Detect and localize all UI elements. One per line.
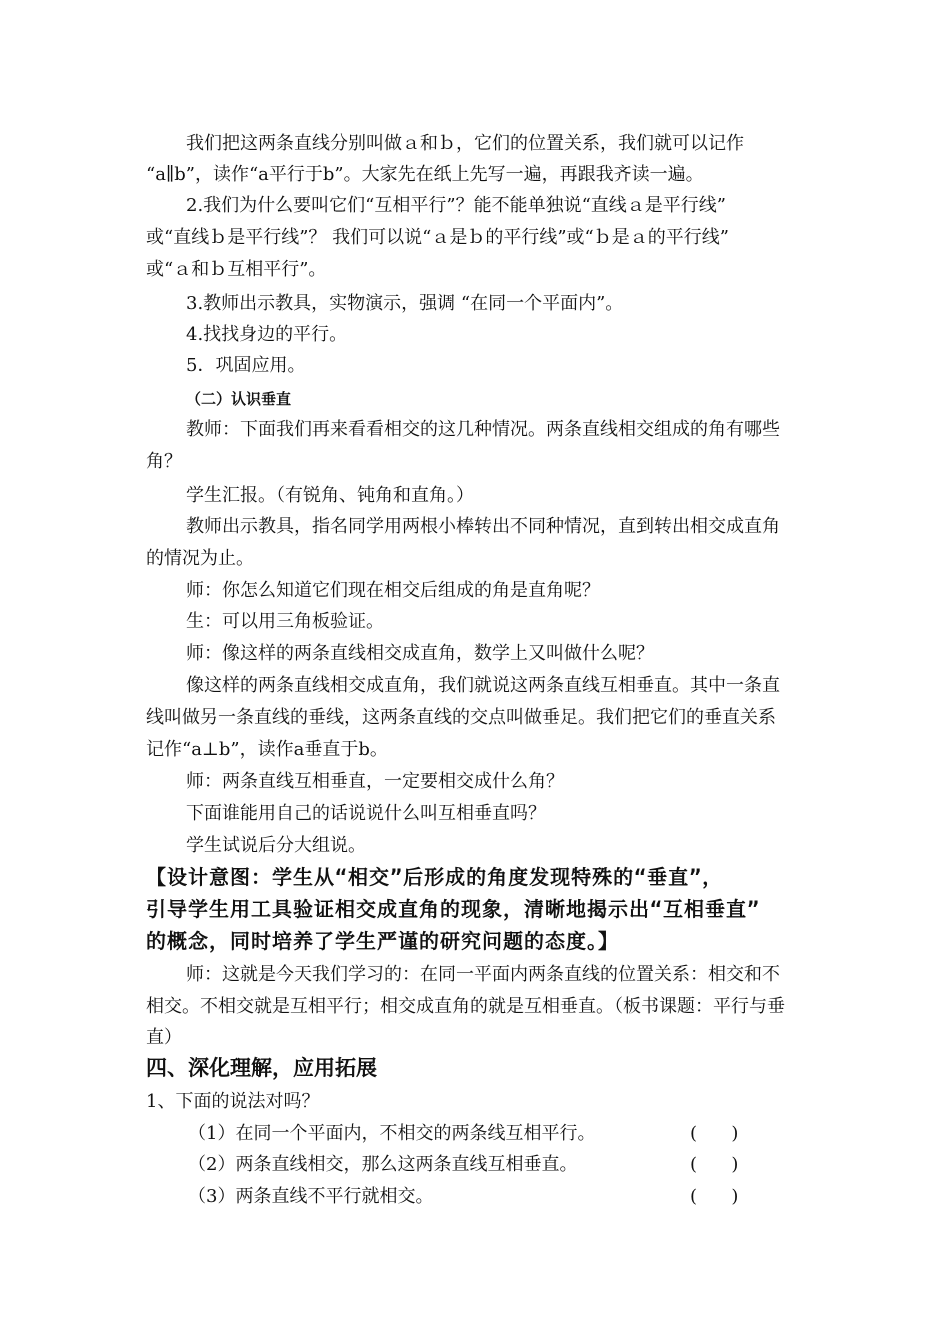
paragraph-line: 师：这就是今天我们学习的：在同一平面内两条直线的位置关系：相交和不	[186, 964, 780, 985]
design-intent-line: 的概念，同时培养了学生严谨的研究问题的态度。】	[146, 929, 619, 953]
question-item: （2）两条直线相交，那么这两条直线互相垂直。	[188, 1154, 578, 1175]
paragraph-line: 直）	[146, 1027, 182, 1048]
paragraph-line: 或“直线ｂ是平行线”？ 我们可以说“ａ是ｂ的平行线”或“ｂ是ａ的平行线”	[146, 227, 729, 248]
answer-blank: ( )	[690, 1154, 739, 1175]
paragraph-line: 教师：下面我们再来看看相交的这几种情况。两条直线相交组成的角有哪些	[186, 419, 780, 440]
paragraph-line: 教师出示教具，指名同学用两根小棒转出不同种情况，直到转出相交成直角	[186, 516, 780, 537]
paragraph-line: 师：像这样的两条直线相交成直角，数学上又叫做什么呢？	[186, 643, 654, 664]
answer-blank: ( )	[690, 1123, 739, 1144]
paragraph-line: 师：两条直线互相垂直，一定要相交成什么角？	[186, 771, 564, 792]
paragraph-line: 5．巩固应用。	[186, 355, 306, 376]
paragraph-line: 下面谁能用自己的话说说什么叫互相垂直吗？	[186, 803, 546, 824]
paragraph-line: 线叫做另一条直线的垂线，这两条直线的交点叫做垂足。我们把它们的垂直关系	[146, 707, 776, 728]
section-heading: 四、深化理解，应用拓展	[146, 1056, 377, 1080]
paragraph-line: 我们把这两条直线分别叫做ａ和ｂ，它们的位置关系，我们就可以记作	[186, 133, 744, 154]
question-title: 1、下面的说法对吗？	[146, 1091, 320, 1112]
design-intent-line: 引导学生用工具验证相交成直角的现象，清晰地揭示出“互相垂直”	[146, 897, 761, 921]
paragraph-line: 的情况为止。	[146, 548, 254, 569]
section-subheading: （二）认识垂直	[186, 390, 292, 408]
paragraph-line: 学生汇报。（有锐角、钝角和直角。）	[186, 485, 474, 506]
paragraph-line: 生：可以用三角板验证。	[186, 611, 384, 632]
question-item: （1）在同一个平面内，不相交的两条线互相平行。	[188, 1123, 596, 1144]
answer-blank: ( )	[690, 1186, 739, 1207]
paragraph-line: 相交。不相交就是互相平行；相交成直角的就是互相垂直。（板书课题：平行与垂	[146, 996, 785, 1017]
paragraph-line: 师：你怎么知道它们现在相交后组成的角是直角呢？	[186, 580, 600, 601]
paragraph-line: 学生试说后分大组说。	[186, 835, 366, 856]
paragraph-line: 2.我们为什么要叫它们“互相平行”？能不能单独说“直线ａ是平行线”	[186, 195, 726, 216]
question-item: （3）两条直线不平行就相交。	[188, 1186, 434, 1207]
paragraph-line: 或“ａ和ｂ互相平行”。	[146, 259, 327, 280]
paragraph-line: 像这样的两条直线相交成直角，我们就说这两条直线互相垂直。其中一条直	[186, 675, 780, 696]
paragraph-line: 角？	[146, 451, 182, 472]
paragraph-line: 4.找找身边的平行。	[186, 324, 348, 345]
paragraph-line: 记作“a⊥b”，读作a垂直于b。	[146, 739, 388, 760]
paragraph-line: 3.教师出示教具，实物演示，强调 “在同一个平面内”。	[186, 293, 624, 314]
paragraph-line: “a∥b”，读作“a平行于b”。大家先在纸上先写一遍，再跟我齐读一遍。	[146, 164, 704, 185]
design-intent-line: 【设计意图：学生从“相交”后形成的角度发现特殊的“垂直”，	[146, 865, 724, 889]
